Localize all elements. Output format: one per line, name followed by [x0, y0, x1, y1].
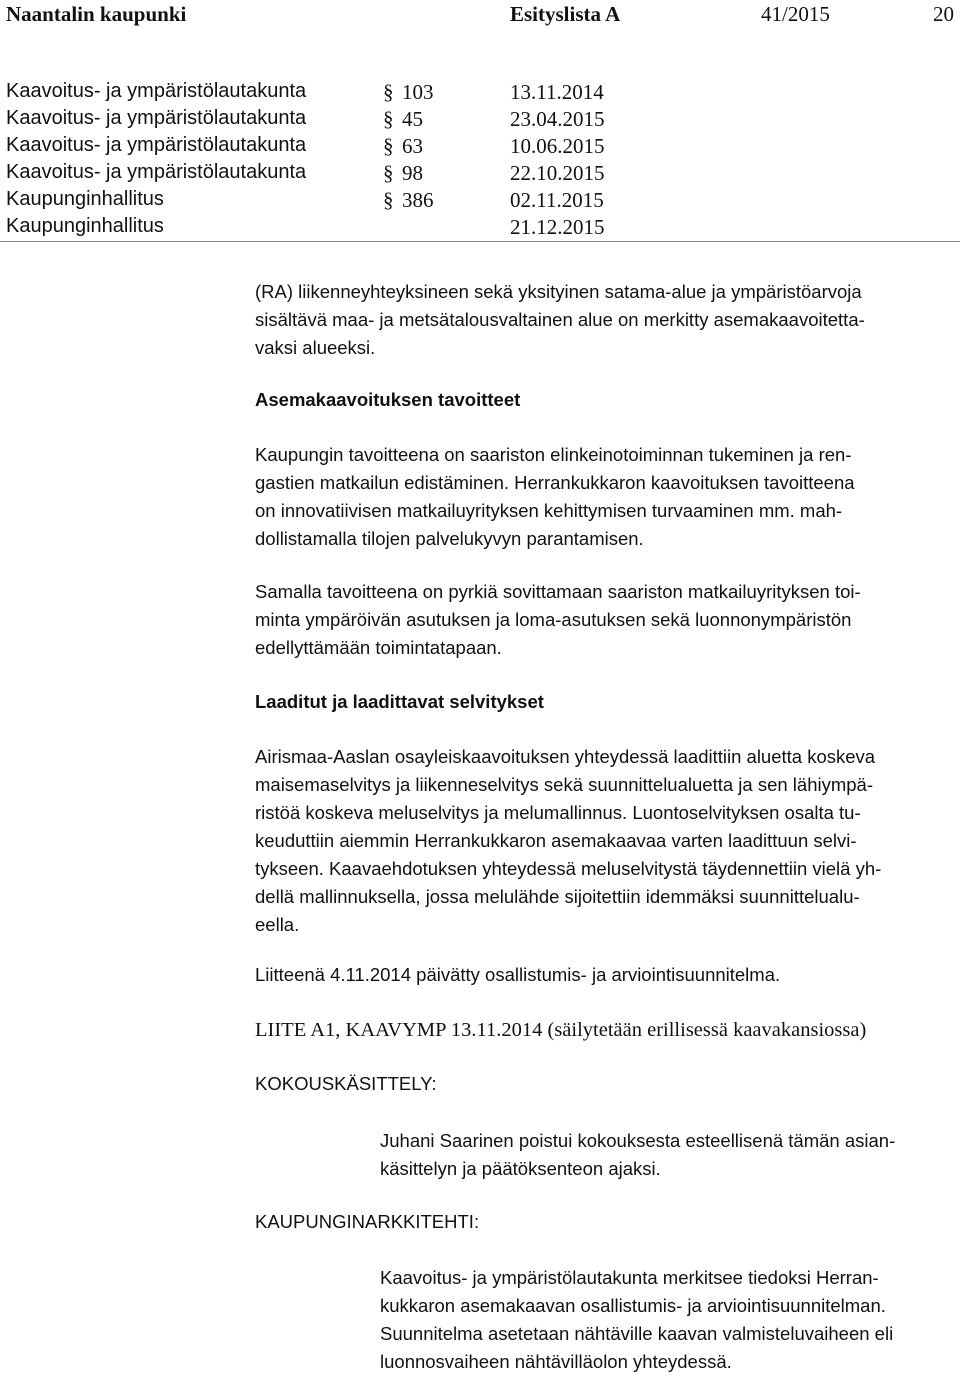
history-body: Kaavoitus- ja ympäristölautakunta	[6, 134, 307, 156]
history-date: 13.11.2014	[510, 80, 604, 104]
history-body: Kaupunginhallitus	[6, 215, 164, 237]
history-date: 10.06.2015	[510, 134, 605, 158]
architect-label: KAUPUNGINARKKITEHTI:	[255, 1211, 480, 1232]
section-symbol: §	[383, 161, 394, 185]
meeting-text: Juhani Saarinen poistui kokouksesta esteellisenä tämän asian- käsittelyn ja päätöksenteon ajaksi.	[380, 1130, 896, 1179]
history-row	[0, 134, 960, 161]
studies-paragraph: Airismaa-Aaslan osayleiskaavoituksen yhteydessä laadittiin aluetta koskeva maisemaselvitys ja liikenneselvitys sekä suunnittelualuetta ja sen lähiympä- ristöä koskeva meluselvitys ja melumallinnus. Luontoselvityksen osalta tu- keuduttiin aiemmin Herrankukkaron asemakaavaa varten laadittuun selvi- tykseen. Kaavaehdotuksen yhteydessä meluselvitystä täydennettiin vielä yh- dellä mallinnuksella, jossa melulähde sijoitettiin idemmäksi suunnittelualu- eella.	[255, 746, 882, 935]
document-number: 41/2015	[761, 2, 830, 26]
architect-text: Kaavoitus- ja ympäristölautakunta merkitsee tiedoksi Herran- kukkaron asemakaavan osallistumis- ja arviointisuunnitelman. Suunnitelma asetetaan nähtäville kaavan valmisteluvaiheen eli luonnosvaiheen nähtävilläolon yhteydessä.	[380, 1267, 894, 1372]
history-body: Kaupunginhallitus	[6, 188, 164, 210]
section-symbol: §	[383, 80, 394, 104]
intro-paragraph: (RA) liikenneyhteyksineen sekä yksityinen satama-alue ja ympäristöarvoja sisältävä maa- ja metsätalousvaltainen alue on merkitty asemakaavoitetta- vaksi alueeksi.	[255, 281, 865, 358]
section-symbol: §	[383, 134, 394, 158]
history-date: 23.04.2015	[510, 107, 605, 131]
history-paragraph: 98	[402, 161, 423, 185]
history-paragraph: 45	[402, 107, 423, 131]
section-symbol: §	[383, 188, 394, 212]
page-number: 20	[933, 2, 954, 26]
history-paragraph: 386	[402, 188, 434, 212]
attachment-line: Liitteenä 4.11.2014 päivätty osallistumis- ja arviointisuunnitelma.	[255, 964, 781, 985]
history-body: Kaavoitus- ja ympäristölautakunta	[6, 80, 307, 102]
history-date: 21.12.2015	[510, 215, 605, 239]
goals-paragraph-1: Kaupungin tavoitteena on saariston elinkeinotoiminnan tukeminen ja ren- gastien matkailun edistäminen. Herrankukkaron kaavoituksen tavoitteena on innovatiivisen matkailuyrityksen kehittymisen turvaaminen mm. mah- dollistamalla tilojen palvelukyvyn parantamisen.	[255, 444, 855, 549]
history-date: 22.10.2015	[510, 161, 605, 185]
goals-heading: Asemakaavoituksen tavoitteet	[255, 389, 521, 410]
organization-name: Naantalin kaupunki	[6, 2, 187, 26]
history-body: Kaavoitus- ja ympäristölautakunta	[6, 161, 307, 183]
goals-paragraph-2: Samalla tavoitteena on pyrkiä sovittamaan saariston matkailuyrityksen toi- minta ympäröivän asutuksen ja loma-asutuksen sekä luonnonympäristön edellyttämään toimintatapaan.	[255, 581, 861, 658]
page-header	[0, 0, 960, 28]
history-body: Kaavoitus- ja ympäristölautakunta	[6, 107, 307, 129]
history-divider	[0, 241, 960, 242]
appendix-line: LIITE A1, KAAVYMP 13.11.2014 (säilytetään erillisessä kaavakansiossa)	[255, 1019, 867, 1041]
history-date: 02.11.2015	[510, 188, 604, 212]
studies-heading: Laaditut ja laadittavat selvitykset	[255, 691, 544, 712]
history-row	[0, 161, 960, 188]
meeting-label: KOKOUSKÄSITTELY:	[255, 1073, 437, 1094]
history-row	[0, 215, 960, 242]
history-paragraph: 63	[402, 134, 423, 158]
history-row	[0, 80, 960, 107]
history-row	[0, 107, 960, 134]
history-row	[0, 188, 960, 215]
history-paragraph: 103	[402, 80, 434, 104]
section-symbol: §	[383, 107, 394, 131]
list-name: Esityslista A	[510, 2, 621, 26]
processing-history	[0, 80, 960, 242]
